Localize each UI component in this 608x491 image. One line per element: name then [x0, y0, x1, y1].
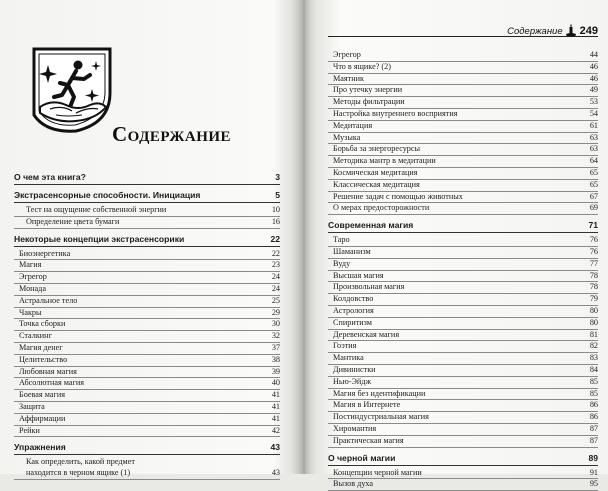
toc-entry-page: 63: [589, 132, 598, 142]
toc-entry: [14, 457, 280, 468]
toc-section: [14, 171, 280, 185]
toc-entry: [328, 50, 598, 62]
toc-entry: [328, 180, 598, 192]
toc-entry-page: 64: [589, 156, 598, 166]
toc-entry-page: 71: [588, 220, 598, 231]
toc-entry-page: 84: [589, 364, 598, 374]
toc-entry-page: 44: [589, 50, 598, 59]
toc-entry-page: 46: [589, 61, 598, 71]
toc-entry-page: 22: [270, 233, 280, 244]
toc-entry: [328, 468, 598, 480]
toc-entry-page: 43: [270, 442, 280, 453]
toc-entry-title: Маятник: [333, 73, 364, 83]
toc-entry: [328, 133, 598, 145]
toc-left: [14, 171, 280, 480]
toc-entry: [14, 331, 280, 343]
toc-entry: [14, 378, 280, 390]
toc-entry: [328, 306, 598, 318]
toc-entry: [328, 282, 598, 294]
toc-entry-title: Рейки: [19, 425, 40, 435]
toc-entry-page: 83: [589, 353, 598, 363]
toc-entry-page: 46: [589, 73, 598, 83]
toc-entry-page: 65: [589, 179, 598, 189]
toc-entry: [14, 343, 280, 355]
running-header-title: Содержание: [507, 25, 563, 37]
toc-entry: [328, 192, 598, 204]
running-header: [480, 22, 598, 40]
toc-entry-page: 91: [589, 467, 598, 477]
running-header-page: 249: [579, 25, 598, 37]
toc-entry-title: Астрология: [333, 305, 374, 315]
toc-entry-title: Любовная магия: [19, 366, 77, 376]
toc-entry-title: Мантика: [333, 353, 364, 363]
toc-entry: [328, 109, 598, 121]
chapter-emblem-icon: [26, 45, 118, 137]
toc-entry: [328, 97, 598, 109]
toc-entry-title: Про утечку энергии: [333, 85, 403, 95]
toc-entry-page: 37: [271, 342, 280, 352]
toc-entry-title: Произвольная магия: [333, 282, 405, 292]
toc-entry: [14, 414, 280, 426]
toc-entry-title: Концепции черной магии: [333, 467, 422, 477]
toc-entry-page: 78: [589, 270, 598, 280]
toc-entry-title: Магия в Интернете: [333, 400, 401, 410]
toc-entry-title: Деревенская магия: [333, 329, 400, 339]
toc-entry-page: 22: [271, 248, 280, 258]
toc-entry-page: 81: [589, 329, 598, 339]
toc-entry: [328, 436, 598, 448]
toc-entry-title: Современная магия: [328, 220, 414, 231]
toc-entry-page: 29: [271, 307, 280, 317]
toc-entry-title: Таро: [333, 235, 350, 245]
toc-entry: [328, 62, 598, 74]
toc-entry-title: Экстрасенсорные способности. Инициация: [14, 190, 201, 200]
toc-entry-title: Биоэнергетика: [19, 248, 71, 258]
toc-entry-title: Аффирмации: [19, 413, 66, 423]
toc-entry-title: Магия: [19, 260, 42, 270]
toc-entry-page: 43: [271, 468, 280, 478]
toc-entry: [14, 249, 280, 261]
toc-entry-page: 85: [589, 376, 598, 386]
toc-entry-title: Точка сборки: [19, 319, 66, 329]
toc-entry: [328, 377, 598, 389]
toc-entry-title: Тест на ощущение собственной энергии: [26, 205, 167, 214]
toc-entry: [328, 121, 598, 133]
contents-title: Содержание: [112, 122, 232, 146]
toc-entry-title: Защита: [19, 401, 45, 411]
toc-entry: [14, 217, 280, 229]
toc-entry: [328, 318, 598, 330]
toc-entry-page: 49: [589, 85, 598, 95]
toc-entry: [14, 468, 280, 480]
toc-entry: [328, 156, 598, 168]
toc-entry-title: Сталкинг: [19, 331, 52, 341]
toc-entry-page: 25: [271, 295, 280, 305]
toc-entry: [328, 85, 598, 97]
toc-entry: [328, 389, 598, 401]
toc-entry: [328, 259, 598, 271]
toc-entry-page: 41: [271, 401, 280, 411]
toc-entry-page: 86: [589, 400, 598, 410]
toc-entry-page: 38: [271, 354, 280, 364]
toc-entry-page: 87: [589, 423, 598, 433]
toc-entry-title: Шаманизм: [333, 246, 371, 256]
toc-entry-page: 10: [271, 205, 280, 214]
toc-entry-page: 24: [271, 272, 280, 282]
toc-entry-title: Некоторые концепции экстрасенсорики: [14, 233, 185, 244]
toc-entry-title: Методика мантр в медитации: [333, 156, 436, 166]
toc-entry-title: О чем эта книга?: [14, 172, 86, 182]
toc-entry: [328, 412, 598, 424]
toc-entry: [14, 296, 280, 308]
toc-entry-page: 24: [271, 283, 280, 293]
toc-entry-page: 80: [589, 305, 598, 315]
toc-entry-page: 41: [271, 390, 280, 400]
toc-entry-page: 85: [589, 388, 598, 398]
toc-entry-title: Целительство: [19, 354, 68, 364]
toc-entry-page: 61: [589, 120, 598, 130]
toc-entry-page: 54: [589, 108, 598, 118]
toc-entry: [328, 168, 598, 180]
toc-entry-title: Монада: [19, 283, 46, 293]
toc-entry-title: Вызов духа: [333, 479, 374, 489]
toc-entry: [14, 319, 280, 331]
toc-entry-page: 69: [589, 203, 598, 213]
toc-section: [14, 233, 280, 247]
toc-entry-title: Нью-Эйдж: [333, 376, 372, 386]
toc-entry-page: 78: [589, 282, 598, 292]
toc-entry-page: 82: [589, 341, 598, 351]
toc-entry-page: 95: [589, 479, 598, 489]
toc-entry: [328, 235, 598, 247]
toc-entry-page: 3: [275, 172, 280, 182]
toc-entry: [14, 205, 280, 217]
toc-entry: [328, 271, 598, 283]
toc-entry-title: Методы фильтрации: [333, 97, 405, 107]
toc-entry-title: Эгрегор: [19, 272, 47, 282]
toc-entry-page: 86: [589, 412, 598, 422]
toc-entry-page: 39: [271, 366, 280, 376]
toc-entry-title: Упражнения: [14, 442, 66, 453]
toc-entry-title: Классическая медитация: [333, 179, 420, 189]
toc-entry: [328, 330, 598, 342]
toc-entry: [328, 74, 598, 86]
toc-entry: [14, 355, 280, 367]
toc-entry-title: Чакры: [19, 307, 42, 317]
toc-entry: [14, 260, 280, 272]
toc-entry-page: 5: [275, 190, 280, 200]
toc-entry-title: Как определить, какой предмет: [26, 457, 135, 467]
toc-entry-title: Хиромантия: [333, 423, 377, 433]
toc-entry: [14, 402, 280, 414]
toc-entry-title: Космическая медитация: [333, 167, 418, 177]
toc-entry-title: Гоэтия: [333, 341, 357, 351]
toc-entry-title: Абсолютная магия: [19, 378, 85, 388]
toc-entry: [328, 203, 598, 215]
toc-entry-page: 87: [589, 435, 598, 445]
left-page: [0, 0, 296, 478]
toc-entry-title: Магия без идентификации: [333, 388, 426, 398]
toc-entry-title: Что в ящике? (2): [333, 61, 391, 71]
toc-entry: [14, 426, 280, 438]
toc-entry-title: Практическая магия: [333, 435, 404, 445]
toc-entry-title: находится в черном ящике (1): [26, 468, 131, 478]
toc-entry: [328, 479, 598, 491]
toc-entry: [328, 353, 598, 365]
toc-entry-title: Магия денег: [19, 342, 63, 352]
toc-entry: [14, 284, 280, 296]
toc-section: [328, 452, 598, 466]
toc-entry-title: О мерах предосторожности: [333, 203, 430, 213]
toc-entry-title: Определение цвета бумаги: [26, 216, 120, 226]
toc-entry-page: 42: [271, 425, 280, 435]
toc-entry: [14, 390, 280, 402]
toc-entry-title: Настройка внутреннего восприятия: [333, 108, 458, 118]
toc-entry-page: 67: [589, 191, 598, 201]
toc-entry-page: 76: [589, 246, 598, 256]
toc-entry-title: Астральное тело: [19, 295, 78, 305]
toc-entry-title: Дивинистки: [333, 364, 376, 374]
toc-entry-page: 41: [271, 413, 280, 423]
toc-entry-title: Постиндустриальная магия: [333, 412, 429, 422]
toc-entry-title: О черной магии: [328, 452, 396, 463]
toc-entry-title: Медитация: [333, 120, 373, 130]
toc-entry-title: Музыка: [333, 132, 361, 142]
toc-entry-title: Спиритизм: [333, 317, 372, 327]
toc-entry: [14, 308, 280, 320]
toc-entry-page: 30: [271, 319, 280, 329]
toc-entry: [328, 400, 598, 412]
toc-entry-page: 77: [589, 258, 598, 268]
toc-entry-page: 80: [589, 317, 598, 327]
toc-entry: [328, 247, 598, 259]
toc-entry: [328, 144, 598, 156]
header-rule: [328, 36, 598, 37]
toc-entry-page: 40: [271, 378, 280, 388]
toc-entry-page: 63: [589, 144, 598, 154]
toc-entry: [328, 294, 598, 306]
toc-entry-page: 16: [271, 216, 280, 226]
toc-entry: [328, 424, 598, 436]
toc-entry-title: Колдовство: [333, 294, 374, 304]
toc-entry: [328, 365, 598, 377]
toc-section: [14, 441, 280, 455]
toc-entry-title: Решение задач с помощью животных: [333, 191, 463, 201]
toc-entry-page: 32: [271, 331, 280, 341]
toc-entry: [14, 272, 280, 284]
toc-entry-page: 79: [589, 294, 598, 304]
toc-right: [328, 50, 598, 491]
toc-entry-title: Боевая магия: [19, 390, 65, 400]
toc-entry-page: 89: [588, 452, 598, 463]
toc-entry: [328, 341, 598, 353]
toc-section: [328, 219, 598, 233]
toc-entry-page: 76: [589, 235, 598, 245]
toc-entry-page: 23: [271, 260, 280, 270]
toc-entry-title: Высшая магия: [333, 270, 384, 280]
right-page: [312, 0, 608, 489]
toc-entry-page: 65: [589, 167, 598, 177]
toc-entry-title: Вуду: [333, 258, 351, 268]
toc-entry-title: Борьба за энергоресурсы: [333, 144, 421, 154]
toc-entry-title: Эгрегор: [333, 50, 361, 59]
toc-entry-page: 53: [589, 97, 598, 107]
toc-entry: [14, 367, 280, 379]
toc-section: [14, 189, 280, 203]
